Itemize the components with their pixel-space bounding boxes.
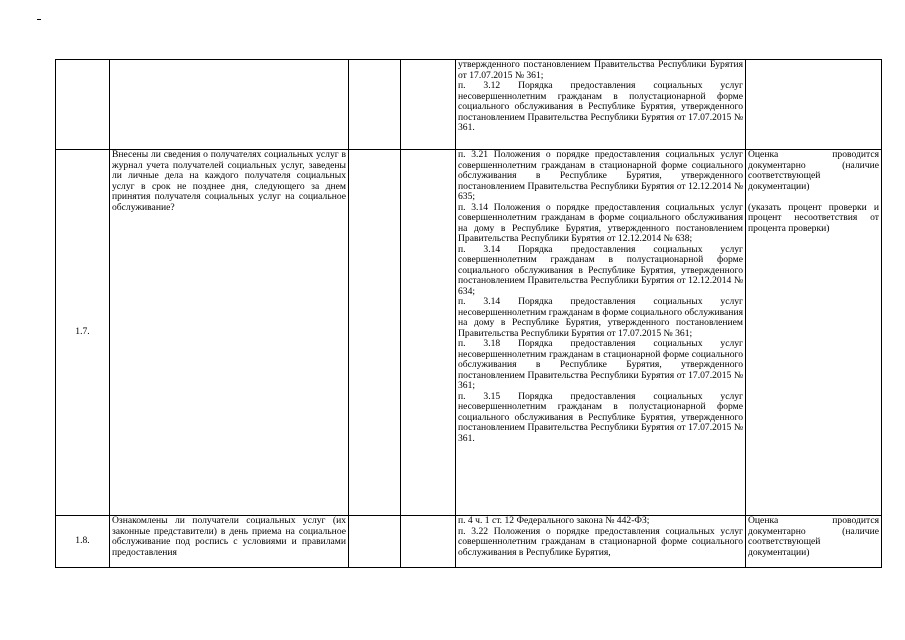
empty-cell bbox=[349, 150, 401, 516]
note-cell: Оценка проводится документарно (наличие соответствующей документации) bbox=[746, 516, 882, 568]
row-number bbox=[56, 60, 110, 150]
basis-cell: п. 3.21 Положения о порядке предоставления социальных услуг совершеннолетним гражданам в стационарной форме социального обслуживания в Республике Бурятия, утвержденного постановлением Правительства Республики Бурятия от 12.12.2014 № 635; п. 3.14 Положения о порядке предоставления социальных услуг совершеннолетним гражданам в форме социального обслуживания на дому в Республике Бурятия, утвержденного постановлением Правительства Республики Бурятия от 12.12.2014 № 638; п. 3.14 Порядка предоставления социальных услуг совершеннолетним гражданам в полустационарной форме социального обслуживания в Республике Бурятия, утвержденного постановлением Правительства Республики Бурятия от 12.12.2014 № 634; п. 3.14 Порядка предоставления социальных услуг несовершеннолетним гражданам в форме социального обслуживания на дому в Республике Бурятия, утвержденного постановлением Правительства Республики Бурятия от 17.07.2015 № 361; п. 3.18 Порядка предоставления социальных услуг несовершеннолетним гражданам в стационарной форме социального обслуживания в Республике Бурятия, утвержденного постановлением Правительства Республики Бурятия от 17.07.2015 № 361; п. 3.15 Порядка предоставления социальных услуг несовершеннолетним гражданам в полустационарной форме социального обслуживания в Республике Бурятия, утвержденного постановлением Правительства Республики Бурятия от 17.07.2015 № 361. bbox=[456, 150, 746, 516]
question-cell: Внесены ли сведения о получателях социальных услуг в журнал учета получателей социальных услуг, заведены ли личные дела на каждого получателя социальных услуг в срок не позднее дня, следующего за днем принятия получателя социальных услуг на социальное обслуживание? bbox=[110, 150, 349, 516]
row-number: 1.8. bbox=[56, 516, 110, 568]
row-number: 1.7. bbox=[56, 150, 110, 516]
empty-cell bbox=[401, 516, 456, 568]
question-cell: Ознакомлены ли получатели социальных услуг (их законные представители) в день приема на социальное обслуживание под роспись с условиями и правилами предоставления bbox=[110, 516, 349, 568]
checklist-table bbox=[55, 59, 882, 568]
note-cell bbox=[746, 60, 882, 150]
table-row bbox=[56, 60, 882, 150]
table-row bbox=[56, 516, 882, 568]
empty-cell bbox=[349, 516, 401, 568]
basis-cell: утвержденного постановлением Правительства Республики Бурятия от 17.07.2015 № 361; п. 3.12 Порядка предоставления социальных услуг несовершеннолетним гражданам в полустационарной форме социального обслуживания в Республике Бурятия, утвержденного постановлением Правительства Республики Бурятия от 17.07.2015 № 361. bbox=[456, 60, 746, 150]
page-mark bbox=[37, 19, 41, 20]
empty-cell bbox=[401, 60, 456, 150]
note-cell: Оценка проводится документарно (наличие соответствующей документации) (указать процент проверки и процент несоответствия от процента проверки) bbox=[746, 150, 882, 516]
empty-cell bbox=[401, 150, 456, 516]
basis-cell: п. 4 ч. 1 ст. 12 Федерального закона № 442-ФЗ; п. 3.22 Положения о порядке предоставления социальных услуг совершеннолетним гражданам в стационарной форме социального обслуживания в Республике Бурятия, bbox=[456, 516, 746, 568]
empty-cell bbox=[349, 60, 401, 150]
table-row bbox=[56, 150, 882, 516]
question-cell bbox=[110, 60, 349, 150]
